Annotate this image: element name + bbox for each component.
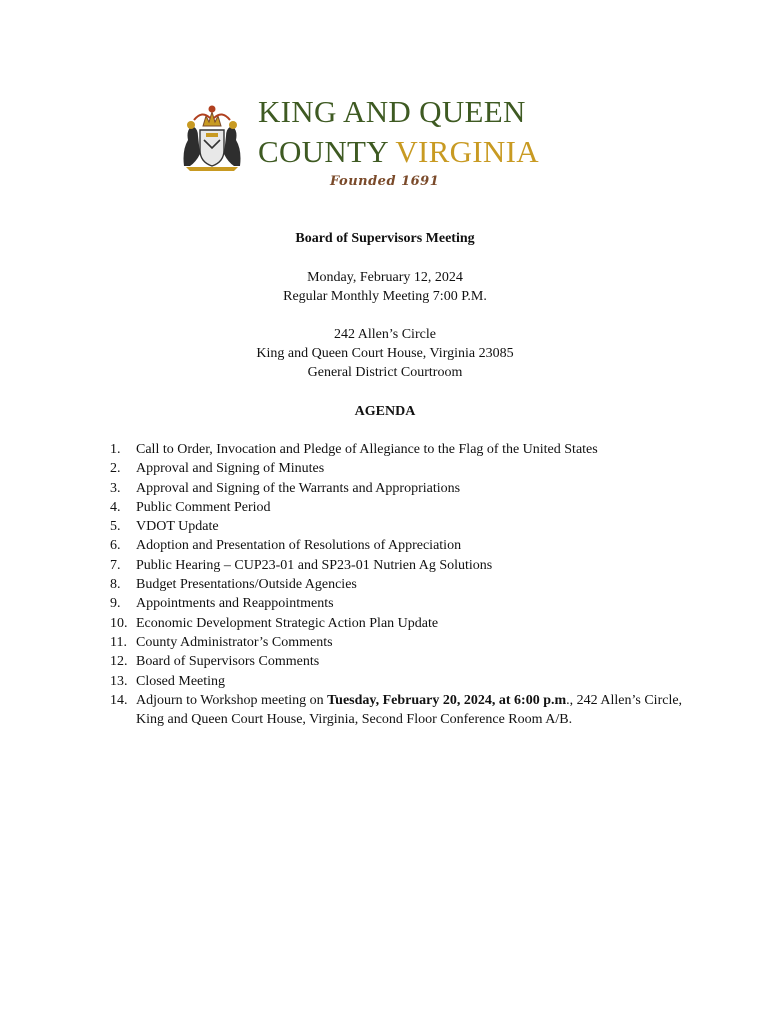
agenda-item-text: Adoption and Presentation of Resolutions of Appreciation: [136, 538, 462, 554]
agenda-item: [110, 633, 690, 652]
agenda-item: [110, 517, 690, 536]
agenda-item-number: 4.: [110, 499, 121, 515]
address-line1: 242 Allen’s Circle: [334, 327, 436, 342]
agenda-item-adjourn: [110, 691, 690, 730]
agenda-item-number: 13.: [110, 673, 128, 689]
county-crest-icon: [176, 100, 248, 172]
agenda-item-number: 7.: [110, 557, 121, 573]
agenda-item-text: Public Hearing – CUP23-01 and SP23-01 Nutrien Ag Solutions: [136, 557, 493, 573]
agenda-item-text: Appointments and Reappointments: [136, 596, 334, 612]
meeting-address-block: [0, 325, 770, 382]
agenda-item-text: Approval and Signing of the Warrants and Appropriations: [136, 480, 461, 496]
agenda-item-number: 6.: [110, 538, 121, 554]
workshop-datetime: Tuesday, February 20, 2024, at 6:00 p.m: [327, 692, 567, 708]
county-name-line2: [258, 132, 618, 172]
agenda-item-text: Board of Supervisors Comments: [136, 654, 320, 670]
adjourn-prefix: Adjourn to Workshop meeting on: [136, 692, 328, 708]
address-line2: King and Queen Court House, Virginia 23085: [256, 346, 514, 361]
agenda-item: [110, 614, 690, 633]
agenda-item-number: 12.: [110, 654, 128, 670]
meeting-room: General District Courtroom: [307, 365, 463, 380]
agenda-item: [110, 479, 690, 498]
agenda-item-number: 11.: [110, 634, 127, 650]
agenda-item-number: 1.: [110, 442, 121, 457]
agenda-item-number: 9.: [110, 596, 121, 612]
county-word: COUNTY: [258, 134, 388, 169]
meeting-date-block: [0, 268, 770, 306]
agenda-item-text: Closed Meeting: [136, 673, 226, 689]
agenda-item-number: 14.: [110, 692, 128, 708]
county-name-line1: KING AND QUEEN: [258, 94, 526, 129]
agenda-item-text: Budget Presentations/Outside Agencies: [136, 577, 357, 593]
agenda-item: [110, 459, 690, 478]
meeting-title: Board of Supervisors Meeting: [295, 231, 475, 246]
agenda-list: [110, 440, 690, 729]
agenda-item: [110, 672, 690, 691]
agenda-item: [110, 536, 690, 555]
agenda-item-text: VDOT Update: [136, 519, 219, 535]
agenda-item-text: Call to Order, Invocation and Pledge of Allegiance to the Flag of the United States: [136, 442, 598, 457]
agenda-item: [110, 556, 690, 575]
agenda-item-number: 10.: [110, 615, 128, 631]
county-name: [258, 92, 618, 172]
agenda-item-text: Economic Development Strategic Action Plan Update: [136, 615, 439, 631]
meeting-date: Monday, February 12, 2024: [307, 270, 463, 285]
adjourn-suffix: ., 242 Allen’s Circle, King and Queen Court House, Virginia, Second Floor Conference Room A/B.: [136, 692, 683, 728]
agenda-item-number: 3.: [110, 480, 121, 496]
agenda-item: [110, 440, 690, 459]
agenda-item: [110, 498, 690, 517]
agenda-item-text: [136, 691, 690, 730]
meeting-time: Regular Monthly Meeting 7:00 P.M.: [283, 289, 487, 304]
agenda-item: [110, 575, 690, 594]
agenda-item-text: County Administrator’s Comments: [136, 634, 333, 650]
founded-tagline: Founded 1691: [330, 174, 440, 189]
agenda-item-number: 5.: [110, 519, 121, 535]
virginia-word: VIRGINIA: [395, 134, 539, 169]
agenda-item-number: 8.: [110, 577, 121, 593]
agenda-item: [110, 652, 690, 671]
agenda-item-text: Approval and Signing of Minutes: [136, 461, 325, 477]
agenda-heading: AGENDA: [354, 404, 416, 419]
agenda-item-text: Public Comment Period: [136, 499, 271, 515]
agenda-item-number: 2.: [110, 461, 121, 477]
agenda-item: [110, 594, 690, 613]
